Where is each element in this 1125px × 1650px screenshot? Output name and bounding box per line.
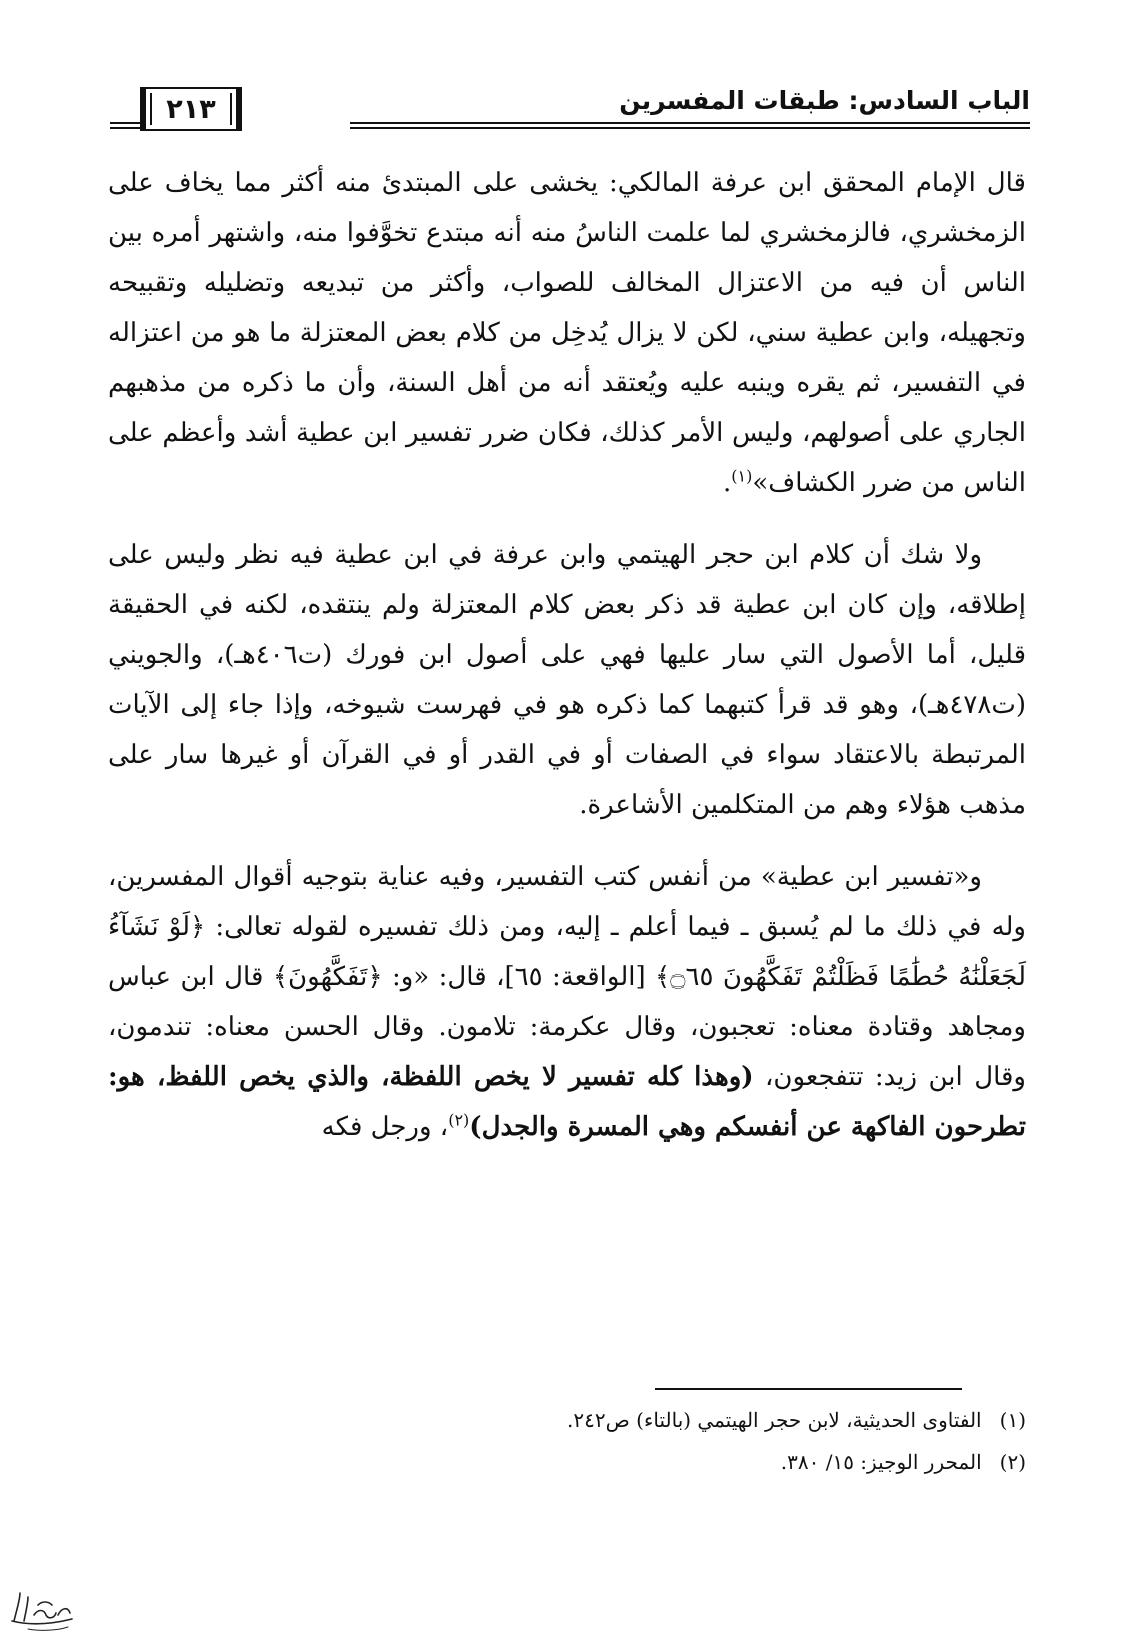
footnote-1-text: الفتاوى الحديثية، لابن حجر الهيتمي (بالتاء) ص٢٤٢. (567, 1408, 982, 1432)
paragraph-2-text: ولا شك أن كلام ابن حجر الهيتمي وابن عرفة في ابن عطية فيه نظر وليس على إطلاقه، وإن كان ابن عطية قد ذكر بعض كلام المعتزلة ولم ينتقده، لكنه في الحقيقة قليل، أما الأصول التي سار عليها فهي على أصول ابن فورك (ت٤٠٦هـ)، والجويني (ت٤٧٨هـ)، وهو قد قرأ كتبهما كما ذكره هو في فهرست شيوخه، وإذا جاء إلى الآيات المرتبطة بالاعتقاد سواء في الصفات أو في القدر أو في القرآن أو غيرها سار على مذهب هؤلاء وهم من المتكلمين الأشاعرة. (108, 540, 1026, 820)
header-left-rule (110, 122, 140, 129)
footnote-1-number: (١) (999, 1408, 1026, 1432)
paragraph-1 (108, 158, 1026, 508)
page-header (110, 82, 1030, 142)
publisher-calligraphy-logo-icon (8, 1585, 78, 1635)
header-rule (350, 122, 1030, 129)
paragraph-3-text: و«تفسير ابن عطية» من أنفس كتب التفسير، وفيه عناية بتوجيه أقوال المفسرين، وله في ذلك ما لم يُسبق ـ فيما أعلم ـ إليه، ومن ذلك تفسيره لقوله تعالى: ﴿لَوْ نَشَآءُ لَجَعَلْنَٰهُ حُطَٰمًا فَظَلْتُمْ تَفَكَّهُونَ ۝٦٥﴾ [الواقعة: ٦٥]، قال: «و: ﴿تَفَكَّهُونَ﴾ قال ابن عباس ومجاهد وقتادة معناه: تعجبون، وقال عكرمة: تلامون. وقال الحسن معناه: تندمون، وقال ابن زيد: تتفجعون، (108, 862, 1026, 1092)
paragraph-3-bold-quote: (وهذا كله تفسير لا يخص اللفظة، والذي يخص اللفظ، هو: تطرحون الفاكهة عن أنفسكم وهي المسرة والجدل) (108, 1062, 1026, 1142)
paragraph-3 (108, 852, 1026, 1152)
footnote-separator (655, 1388, 962, 1390)
paragraph-1-end: . (723, 468, 732, 498)
footnotes (200, 1402, 1026, 1486)
footnote-1 (200, 1402, 1026, 1438)
chapter-title: الباب السادس: طبقات المفسرين (619, 86, 1030, 115)
footnote-2 (200, 1444, 1026, 1480)
page-number: ٢١٣ (166, 93, 216, 125)
footnote-ref-2: (٢) (448, 1110, 470, 1130)
paragraph-1-text: قال الإمام المحقق ابن عرفة المالكي: يخشى على المبتدئ منه أكثر مما يخاف على الزمخشري، فالزمخشري لما علمت الناسُ منه أنه مبتدع تخوَّفوا منه، واشتهر أمره بين الناس أن فيه من الاعتزال المخالف للصواب، وأكثر من تبديعه وتضليله وتقبيحه وتجهيله، وابن عطية سني، لكن لا يزال يُدخِل من كلام بعض المعتزلة ما هو من اعتزاله في التفسير، ثم يقره وينبه عليه ويُعتقد أنه من أهل السنة، وأن ما ذكره من مذهبهم الجاري على أصولهم، وليس الأمر كذلك، فكان ضرر تفسير ابن عطية أشد وأعظم على الناس من ضرر الكشاف» (108, 168, 1026, 498)
footnote-ref-1: (١) (731, 466, 753, 486)
page-number-frame (140, 87, 242, 131)
body-text (108, 158, 1026, 1152)
paragraph-2 (108, 530, 1026, 830)
footnote-2-number: (٢) (999, 1450, 1026, 1474)
paragraph-3-end: ، ورجل فكه (321, 1112, 449, 1142)
footnote-2-text: المحرر الوجيز: ١٥/ ٣٨٠. (780, 1450, 982, 1474)
